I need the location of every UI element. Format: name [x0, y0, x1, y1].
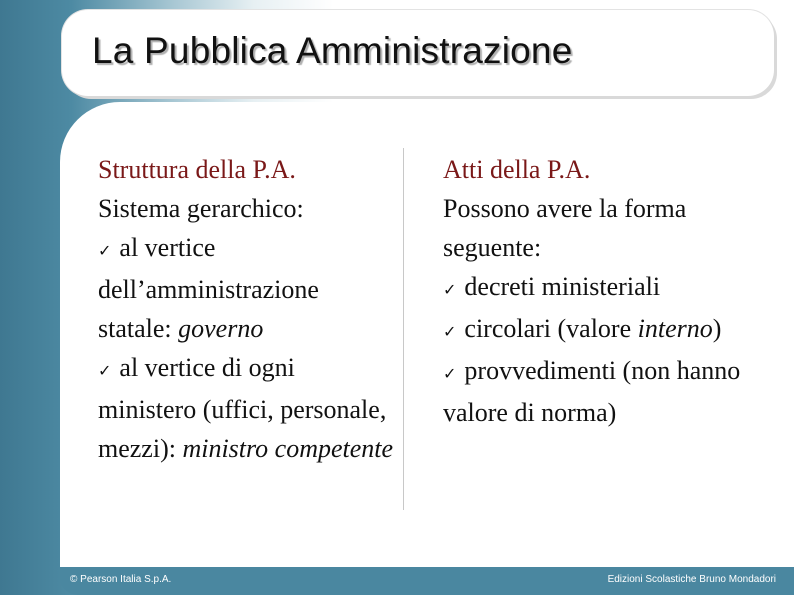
- footer-publisher: Edizioni Scolastiche Bruno Mondadori: [607, 574, 776, 585]
- left-heading: Struttura della P.A.: [98, 155, 296, 184]
- right-column: [443, 150, 763, 432]
- slide-title: La Pubblica Amministrazione: [92, 30, 573, 71]
- right-bullet-3: [443, 351, 763, 432]
- checkmark-icon: ✓: [98, 361, 112, 380]
- right-bullet-2-close: ): [712, 314, 722, 343]
- right-bullet-3-text: provvedimenti (non hanno valore di norma): [443, 356, 741, 427]
- left-intro: Sistema gerarchico:: [98, 194, 304, 223]
- left-bullet-1-text: al vertice dell’amministrazione statale:: [98, 233, 319, 343]
- left-column: [98, 150, 398, 468]
- footer-bar: [60, 567, 794, 595]
- left-bullet-1-emphasis: governo: [178, 314, 264, 343]
- footer-copyright: © Pearson Italia S.p.A.: [70, 574, 172, 585]
- left-bullet-2-text: al vertice di ogni ministero (uffici, personale, mezzi):: [98, 353, 387, 463]
- column-divider: [403, 148, 404, 510]
- checkmark-icon: ✓: [443, 280, 457, 299]
- right-intro: Possono avere la forma seguente:: [443, 194, 687, 262]
- right-bullet-1-text: decreti ministeriali: [464, 272, 661, 301]
- right-bullet-2-emphasis: interno: [637, 314, 713, 343]
- left-bullet-1: [98, 228, 398, 348]
- checkmark-icon: ✓: [98, 241, 112, 260]
- left-bullet-2: [98, 348, 398, 468]
- checkmark-icon: ✓: [443, 364, 457, 383]
- checkmark-icon: ✓: [443, 322, 457, 341]
- right-heading: Atti della P.A.: [443, 155, 591, 184]
- right-bullet-1: [443, 267, 763, 309]
- right-bullet-2: [443, 309, 763, 351]
- right-bullet-2-text: circolari (valore: [464, 314, 638, 343]
- left-bullet-2-emphasis: ministro competente: [182, 434, 394, 463]
